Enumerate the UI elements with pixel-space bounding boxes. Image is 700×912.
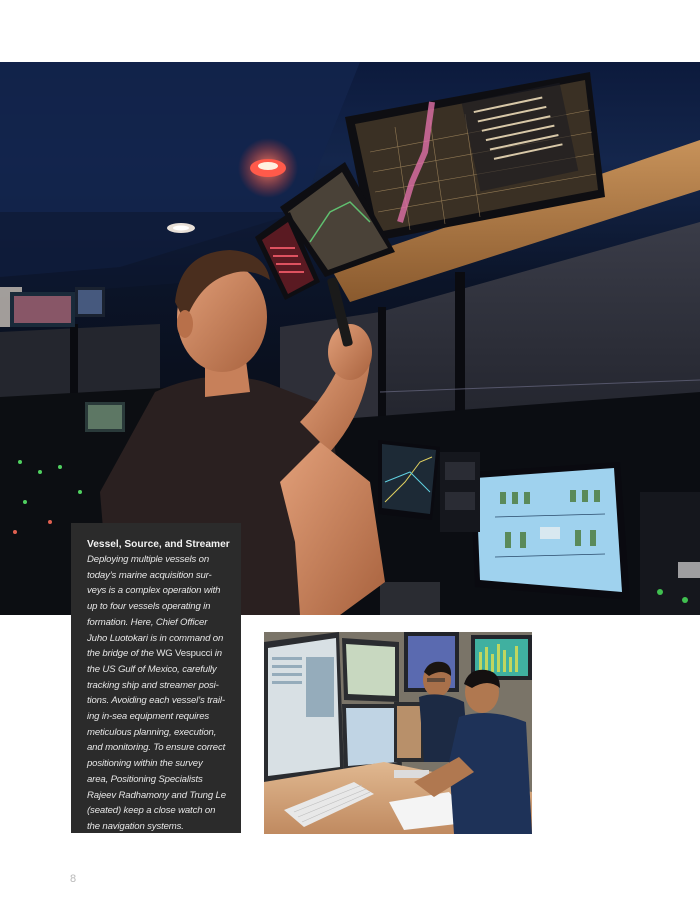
caption-line: up to four vessels operating in: [87, 601, 211, 613]
caption-line: Deploying multiple vessels on: [87, 554, 210, 565]
caption-line: today’s marine acquisition sur-: [87, 569, 212, 581]
caption-title: Vessel, Source, and Streamer: [87, 539, 230, 550]
console-radar-screen: [378, 440, 440, 520]
caption-line: and monitoring. To ensure correct: [87, 742, 226, 754]
photo-caption: [71, 523, 241, 833]
caption-line: ing in-sea equipment requires: [87, 711, 210, 723]
caption-line: veys is a complex operation with: [87, 585, 221, 597]
positioning-specialists-photo: [264, 632, 532, 834]
console-pump-schematic-screen: [470, 462, 630, 600]
caption-line: the US Gulf of Mexico, carefully: [87, 663, 217, 675]
vessel-name: WG Vespucci: [156, 648, 213, 660]
positioning-specialists-illustration: [264, 632, 532, 834]
caption-line-prefix: the bridge of the: [87, 648, 157, 660]
caption-line: the navigation systems.: [87, 820, 184, 832]
caption-line-vessel: [87, 646, 233, 662]
page-number: 8: [70, 873, 77, 885]
caption-line: positioning within the survey: [87, 758, 203, 770]
caption-line: Rajeev Radhamony and Trung Le: [87, 789, 226, 801]
caption-line: meticulous planning, execution,: [87, 726, 217, 738]
caption-line: area, Positioning Specialists: [87, 773, 203, 785]
caption-line: formation. Here, Chief Officer: [87, 616, 208, 628]
caption-line-suffix: in: [212, 648, 222, 660]
caption-line: Juho Luotokari is in command on: [87, 632, 224, 644]
caption-line: (seated) keep a close watch on: [87, 805, 216, 817]
caption-line: tions. Avoiding each vessel’s trail-: [87, 695, 225, 707]
caption-line: tracking ship and streamer posi-: [87, 679, 219, 691]
caption-body: [87, 552, 233, 835]
